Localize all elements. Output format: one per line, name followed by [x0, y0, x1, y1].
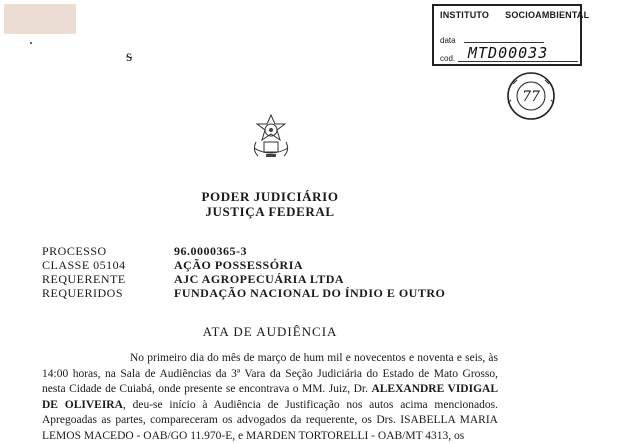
- seal-number: 77: [522, 89, 540, 105]
- isa-archive-stamp: [432, 4, 590, 66]
- case-value-requeridos: FUNDAÇÃO NACIONAL DO ÍNDIO E OUTRO: [174, 286, 446, 300]
- stamp-title: [440, 10, 589, 20]
- document-title: ATA DE AUDIÊNCIA: [202, 324, 338, 339]
- judge-name: ALEXANDRE VIDIGAL DE OLIVEIRA: [42, 383, 498, 411]
- scanner-watermark: [4, 4, 76, 34]
- body-text-part-2: , deu-se início à Audiência de Justificação nos autos acima mencionados. Apregoadas as partes, compareceram os advogados da requerente, os Drs. ISABELLA MARIA LEMOS MACEDO - OAB/GO 11.970-E, e MARDEN TORTORELLI - OAB/MT 4313, os: [42, 398, 498, 442]
- stamp-cod-value: MTD00033: [468, 44, 549, 62]
- stamp-date-label: data: [440, 36, 456, 45]
- case-label-classe: CLASSE 05104: [42, 258, 126, 272]
- stamp-cod-label: cod.: [440, 54, 456, 63]
- case-value-classe: AÇÃO POSSESSÓRIA: [174, 258, 304, 272]
- case-label-processo: PROCESSO: [42, 244, 107, 258]
- stray-mark: ᵴ: [126, 48, 133, 65]
- case-value-requerente: AJC AGROPECUÁRIA LTDA: [174, 272, 345, 286]
- body-text-part-1: No primeiro dia do mês de março de hum mil e novecentos e noventa e seis, às 14:00 horas, na Sala de Audiências da 3ª Vara da Seção Judiciária do Estado de Mato Grosso, nesta Cidade de Cuiabá, onde presente se encontrava o MM. Juiz, Dr.: [42, 352, 498, 395]
- stamp-title-right: SOCIOAMBIENTAL: [505, 10, 590, 20]
- case-label-requerente: REQUERENTE: [42, 272, 126, 286]
- case-label-requeridos: REQUERIDOS: [42, 286, 124, 300]
- coat-of-arms-icon: [246, 112, 296, 162]
- case-value-processo: 96.0000365-3: [174, 244, 247, 258]
- stamp-date-line: [464, 42, 544, 43]
- header-line-1: PODER JUDICIÁRIO: [201, 189, 339, 204]
- scan-speck: [30, 42, 32, 44]
- body-paragraph: [42, 351, 498, 444]
- stamp-title-left: INSTITUTO: [440, 10, 490, 20]
- header-line-2: JUSTIÇA FEDERAL: [205, 204, 335, 219]
- round-seal-icon: [503, 70, 559, 122]
